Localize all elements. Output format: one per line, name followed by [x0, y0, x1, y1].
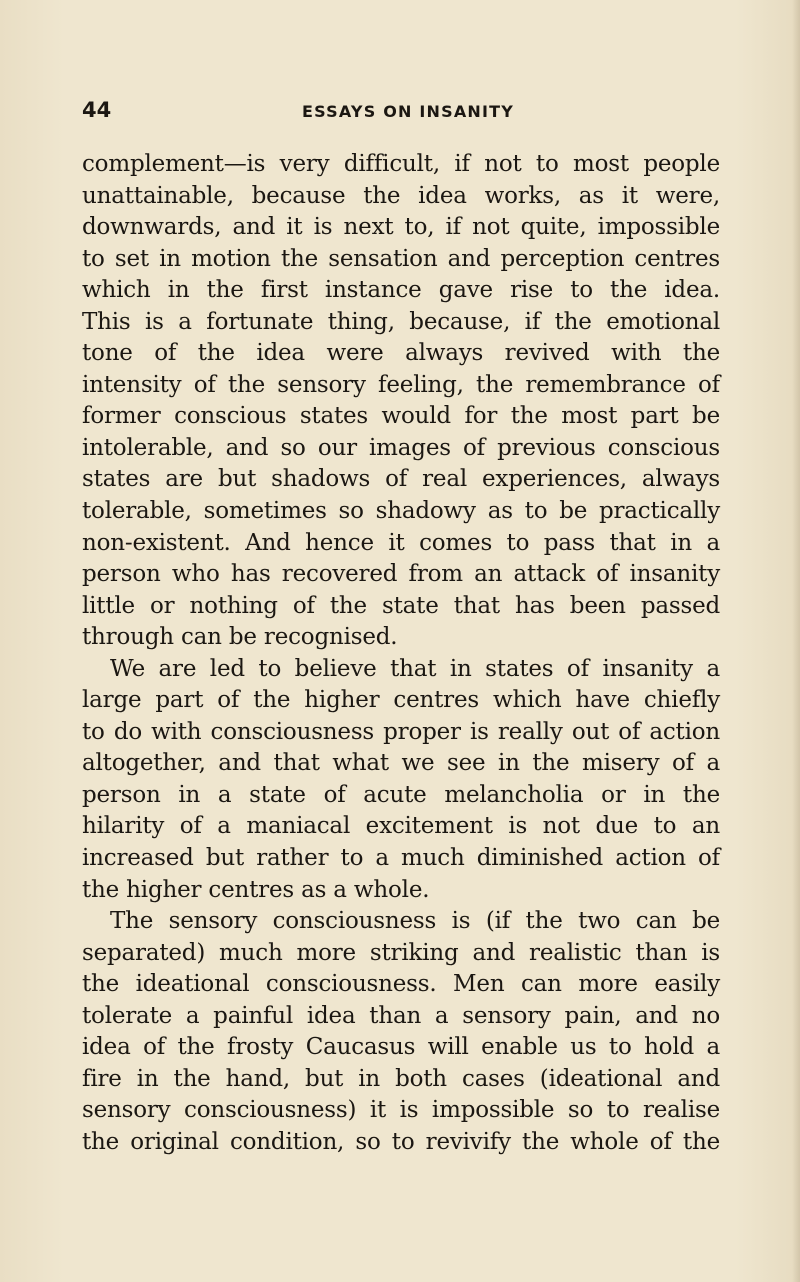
page-edge-shadow — [792, 0, 800, 1282]
text-line: person in a state of acute melancholia or in the — [82, 781, 720, 808]
text-line: separated) much more striking and realistic than is — [82, 939, 720, 966]
text-line: the original condition, so to revivify the whole of the — [82, 1128, 720, 1155]
text-line: little or nothing of the state that has been passed — [82, 592, 720, 619]
text-line: to do with consciousness proper is really out of action — [82, 718, 720, 745]
text-line: person who has recovered from an attack of insanity — [82, 561, 720, 588]
text-line: sensory consciousness) it is impossible so to realise — [82, 1097, 720, 1124]
text-line: This is a fortunate thing, because, if the emotional — [82, 308, 720, 335]
text-line: the ideational consciousness. Men can more easily — [82, 971, 720, 998]
text-line: states are but shadows of real experiences, always — [82, 466, 720, 493]
running-head — [82, 98, 720, 126]
text-line: fire in the hand, but in both cases (ideational and — [82, 1065, 720, 1092]
text-line: We are led to believe that in states of insanity a — [110, 655, 720, 682]
text-line: tone of the idea were always revived with the — [82, 340, 720, 367]
text-line: downwards, and it is next to, if not quite, impossible — [82, 214, 720, 241]
text-line: tolerate a painful idea than a sensory pain, and no — [82, 1002, 720, 1029]
running-title: ESSAYS ON INSANITY — [302, 102, 515, 121]
text-line: large part of the higher centres which have chiefly — [82, 687, 720, 714]
text-line: hilarity of a maniacal excitement is not due to an — [82, 813, 720, 840]
page-number: 44 — [82, 98, 112, 122]
text-line: intolerable, and so our images of previous conscious — [82, 434, 720, 461]
text-line: non-existent. And hence it comes to pass that in a — [82, 529, 720, 556]
body-text — [82, 149, 720, 1159]
text-line: The sensory consciousness is (if the two can be — [110, 908, 720, 935]
text-line: former conscious states would for the most part be — [82, 403, 720, 430]
text-line: which in the first instance gave rise to the idea. — [82, 277, 720, 304]
text-line: complement—is very difficult, if not to most people — [82, 151, 720, 177]
text-line: to set in motion the sensation and perception centres — [82, 245, 720, 272]
text-line: tolerable, sometimes so shadowy as to be practically — [82, 498, 720, 525]
text-line: the higher centres as a whole. — [82, 876, 430, 903]
text-line: intensity of the sensory feeling, the remembrance of — [82, 371, 720, 398]
text-line: through can be recognised. — [82, 624, 398, 651]
text-line: unattainable, because the idea works, as it were, — [82, 182, 720, 209]
text-line: increased but rather to a much diminished action of — [82, 845, 720, 872]
text-line: idea of the frosty Caucasus will enable us to hold a — [82, 1034, 720, 1061]
text-line: altogether, and that what we see in the misery of a — [82, 750, 720, 777]
